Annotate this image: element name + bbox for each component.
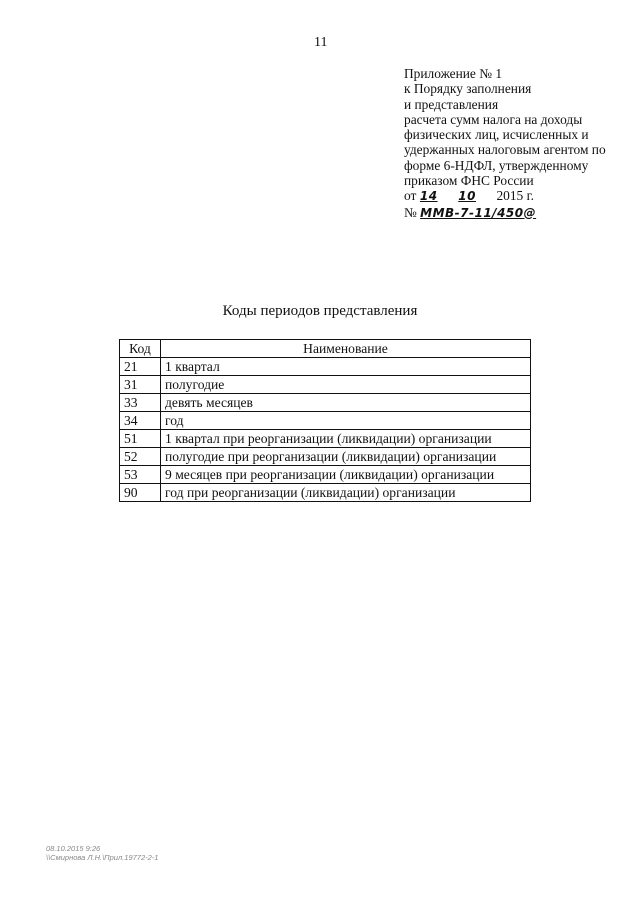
number-prefix: №: [404, 204, 417, 220]
period-name: год при реорганизации (ликвидации) организации: [161, 484, 531, 502]
table-row: [120, 448, 531, 466]
period-code: 33: [120, 394, 161, 412]
table-row: [120, 394, 531, 412]
appendix-line: к Порядку заполнения: [404, 81, 532, 97]
appendix-line: физических лиц, исчисленных и: [404, 127, 589, 143]
table-row: [120, 358, 531, 376]
handwritten-day: 14: [419, 189, 438, 204]
header-code: Код: [120, 340, 161, 358]
period-name: год: [161, 412, 531, 430]
appendix-line: форме 6-НДФЛ, утвержденному: [404, 157, 589, 173]
date-prefix: от: [404, 188, 417, 204]
table-row: [120, 484, 531, 502]
table-row: [120, 430, 531, 448]
footer-timestamp: 08.10.2015 9:26: [46, 844, 101, 853]
appendix-line: и представления: [404, 96, 499, 112]
date-year: 2015 г.: [496, 188, 534, 204]
footer-file-path: \\Смирнова Л.Н.\Прил.19772-2-1: [46, 853, 159, 862]
appendix-line: расчета сумм налога на доходы: [404, 111, 583, 127]
appendix-block: [404, 66, 624, 221]
header-name: Наименование: [161, 340, 531, 358]
page-number: 11: [314, 35, 328, 50]
document-title: Коды периодов представления: [222, 303, 418, 319]
table-header-row: [120, 340, 531, 358]
period-name: 1 квартал: [161, 358, 531, 376]
period-code: 21: [120, 358, 161, 376]
footer-stamp: [46, 844, 158, 862]
order-date-line: [404, 188, 624, 204]
period-code: 51: [120, 430, 161, 448]
period-name: девять месяцев: [161, 394, 531, 412]
period-code: 31: [120, 376, 161, 394]
order-number-line: [404, 205, 624, 221]
appendix-line: приказом ФНС России: [404, 173, 534, 189]
period-codes-table: [119, 339, 531, 502]
appendix-line: Приложение № 1: [404, 66, 503, 81]
table-row: [120, 376, 531, 394]
handwritten-order-number: ММВ-7-11/450@: [420, 205, 537, 220]
period-name: полугодие при реорганизации (ликвидации) организации: [161, 448, 531, 466]
period-code: 34: [120, 412, 161, 430]
table-row: [120, 412, 531, 430]
period-code: 90: [120, 484, 161, 502]
appendix-line: удержанных налоговым агентом по: [404, 142, 606, 158]
period-name: полугодие: [161, 376, 531, 394]
table-row: [120, 466, 531, 484]
period-code: 52: [120, 448, 161, 466]
period-code: 53: [120, 466, 161, 484]
period-name: 1 квартал при реорганизации (ликвидации) организации: [161, 430, 531, 448]
handwritten-month: 10: [458, 189, 476, 204]
period-name: 9 месяцев при реорганизации (ликвидации) организации: [161, 466, 531, 484]
